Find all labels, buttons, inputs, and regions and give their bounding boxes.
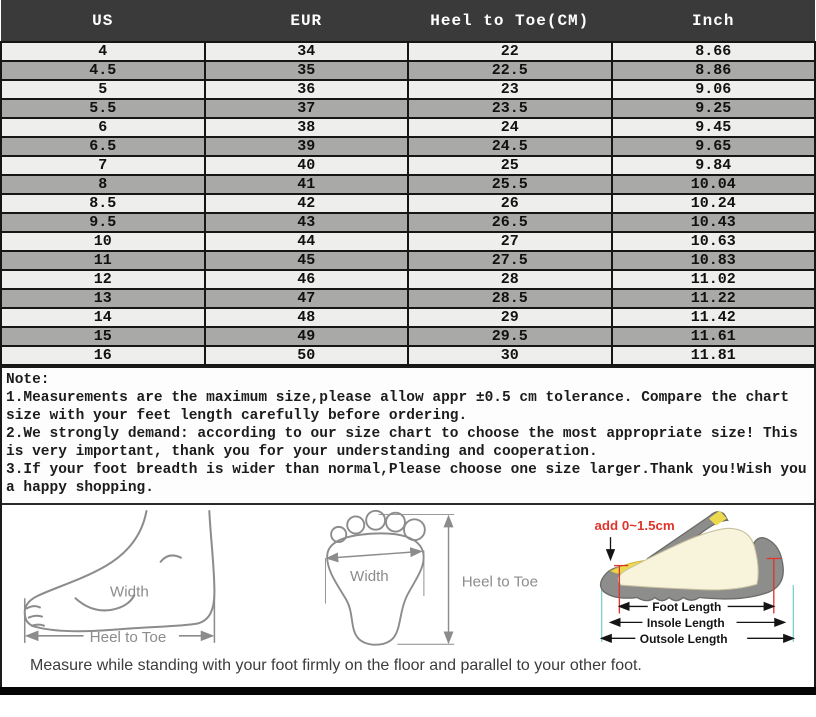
notes-section	[2, 368, 814, 505]
top-heel-to-toe-label: Heel to Toe	[461, 573, 538, 591]
size-table-header	[1, 0, 815, 42]
table-row	[1, 61, 815, 80]
table-cell: 7	[1, 156, 205, 175]
table-row	[1, 251, 815, 270]
table-row	[1, 289, 815, 308]
table-cell: 23.5	[408, 99, 612, 118]
table-cell: 47	[205, 289, 409, 308]
outsole-length-label: Outsole Length	[639, 631, 728, 646]
table-row	[1, 327, 815, 346]
side-view-measure	[25, 594, 215, 646]
table-cell: 10	[1, 232, 205, 251]
table-cell: 22	[408, 42, 612, 61]
table-cell: 9.5	[1, 213, 205, 232]
table-cell: 28.5	[408, 289, 612, 308]
table-cell: 29.5	[408, 327, 612, 346]
header-row	[1, 0, 815, 42]
table-row	[1, 213, 815, 232]
table-cell: 4	[1, 42, 205, 61]
table-cell: 11.61	[612, 327, 816, 346]
measurement-diagrams	[2, 505, 814, 651]
table-cell: 23	[408, 80, 612, 99]
table-cell: 34	[205, 42, 409, 61]
table-row	[1, 270, 815, 289]
header-cm: Heel to Toe(CM)	[408, 0, 612, 42]
table-cell: 22.5	[408, 61, 612, 80]
header-us: US	[1, 0, 205, 42]
table-cell: 9.45	[612, 118, 816, 137]
table-row	[1, 156, 815, 175]
table-cell: 4.5	[1, 61, 205, 80]
table-cell: 36	[205, 80, 409, 99]
table-cell: 5	[1, 80, 205, 99]
foot-length-label: Foot Length	[651, 599, 721, 614]
note-line: 1.Measurements are the maximum size,please allow appr ±0.5 cm tolerance. Compare the chart size with your feet length carefully before ordering.	[6, 390, 790, 424]
table-cell: 35	[205, 61, 409, 80]
table-cell: 10.43	[612, 213, 816, 232]
top-width-label: Width	[349, 567, 389, 585]
table-cell: 44	[205, 232, 409, 251]
foot-side-outline	[25, 511, 215, 631]
table-row	[1, 118, 815, 137]
table-cell: 26	[408, 194, 612, 213]
table-row	[1, 194, 815, 213]
table-cell: 6.5	[1, 137, 205, 156]
bottom-black-bar	[0, 687, 816, 695]
table-cell: 5.5	[1, 99, 205, 118]
table-cell: 41	[205, 175, 409, 194]
bottom-box	[0, 366, 816, 687]
table-cell: 15	[1, 327, 205, 346]
table-cell: 8.5	[1, 194, 205, 213]
header-inch: Inch	[612, 0, 816, 42]
note-line: 2.We strongly demand: according to our size chart to choose the most appropriate size! This is very important, thank you for your understanding and cooperation.	[6, 426, 798, 460]
table-cell: 26.5	[408, 213, 612, 232]
table-cell: 24.5	[408, 137, 612, 156]
table-cell: 48	[205, 308, 409, 327]
table-cell: 27	[408, 232, 612, 251]
table-row	[1, 346, 815, 365]
table-cell: 9.25	[612, 99, 816, 118]
side-width-label: Width	[109, 583, 149, 601]
foot-side-view-diagram	[12, 507, 265, 649]
insole-length-label: Insole Length	[646, 615, 725, 630]
size-table-body	[1, 42, 815, 365]
table-cell: 38	[205, 118, 409, 137]
table-cell: 9.65	[612, 137, 816, 156]
side-heel-to-toe-label: Heel to Toe	[89, 628, 167, 646]
table-row	[1, 80, 815, 99]
table-cell: 28	[408, 270, 612, 289]
measure-caption: Measure while standing with your foot firmly on the floor and parallel to your other foot.	[2, 651, 814, 687]
notes-list	[6, 389, 808, 497]
table-cell: 25	[408, 156, 612, 175]
table-cell: 8.66	[612, 42, 816, 61]
table-cell: 29	[408, 308, 612, 327]
table-cell: 10.83	[612, 251, 816, 270]
table-cell: 42	[205, 194, 409, 213]
table-cell: 49	[205, 327, 409, 346]
table-cell: 10.04	[612, 175, 816, 194]
table-cell: 43	[205, 213, 409, 232]
table-cell: 25.5	[408, 175, 612, 194]
table-cell: 37	[205, 99, 409, 118]
table-cell: 11.81	[612, 346, 816, 365]
table-cell: 39	[205, 137, 409, 156]
table-cell: 46	[205, 270, 409, 289]
table-cell: 16	[1, 346, 205, 365]
table-cell: 10.63	[612, 232, 816, 251]
table-row	[1, 99, 815, 118]
shoe-length-diagram	[588, 507, 811, 649]
table-cell: 12	[1, 270, 205, 289]
table-cell: 10.24	[612, 194, 816, 213]
note-line: 3.If your foot breadth is wider than normal,Please choose one size larger.Thank you!Wish you a happy shopping.	[6, 462, 807, 496]
table-cell: 11.02	[612, 270, 816, 289]
table-cell: 14	[1, 308, 205, 327]
table-cell: 13	[1, 289, 205, 308]
notes-title: Note:	[6, 372, 50, 388]
table-cell: 40	[205, 156, 409, 175]
header-eur: EUR	[205, 0, 409, 42]
add-tolerance-label: add 0~1.5cm	[594, 518, 675, 534]
table-cell: 8	[1, 175, 205, 194]
table-cell: 9.06	[612, 80, 816, 99]
table-cell: 24	[408, 118, 612, 137]
table-row	[1, 175, 815, 194]
table-row	[1, 137, 815, 156]
table-cell: 27.5	[408, 251, 612, 270]
table-row	[1, 232, 815, 251]
table-row	[1, 42, 815, 61]
table-row	[1, 308, 815, 327]
foot-top-view-diagram	[291, 507, 574, 649]
table-cell: 11.42	[612, 308, 816, 327]
table-cell: 50	[205, 346, 409, 365]
table-cell: 9.84	[612, 156, 816, 175]
table-cell: 30	[408, 346, 612, 365]
table-cell: 45	[205, 251, 409, 270]
table-cell: 11.22	[612, 289, 816, 308]
table-cell: 6	[1, 118, 205, 137]
table-cell: 8.86	[612, 61, 816, 80]
table-cell: 11	[1, 251, 205, 270]
